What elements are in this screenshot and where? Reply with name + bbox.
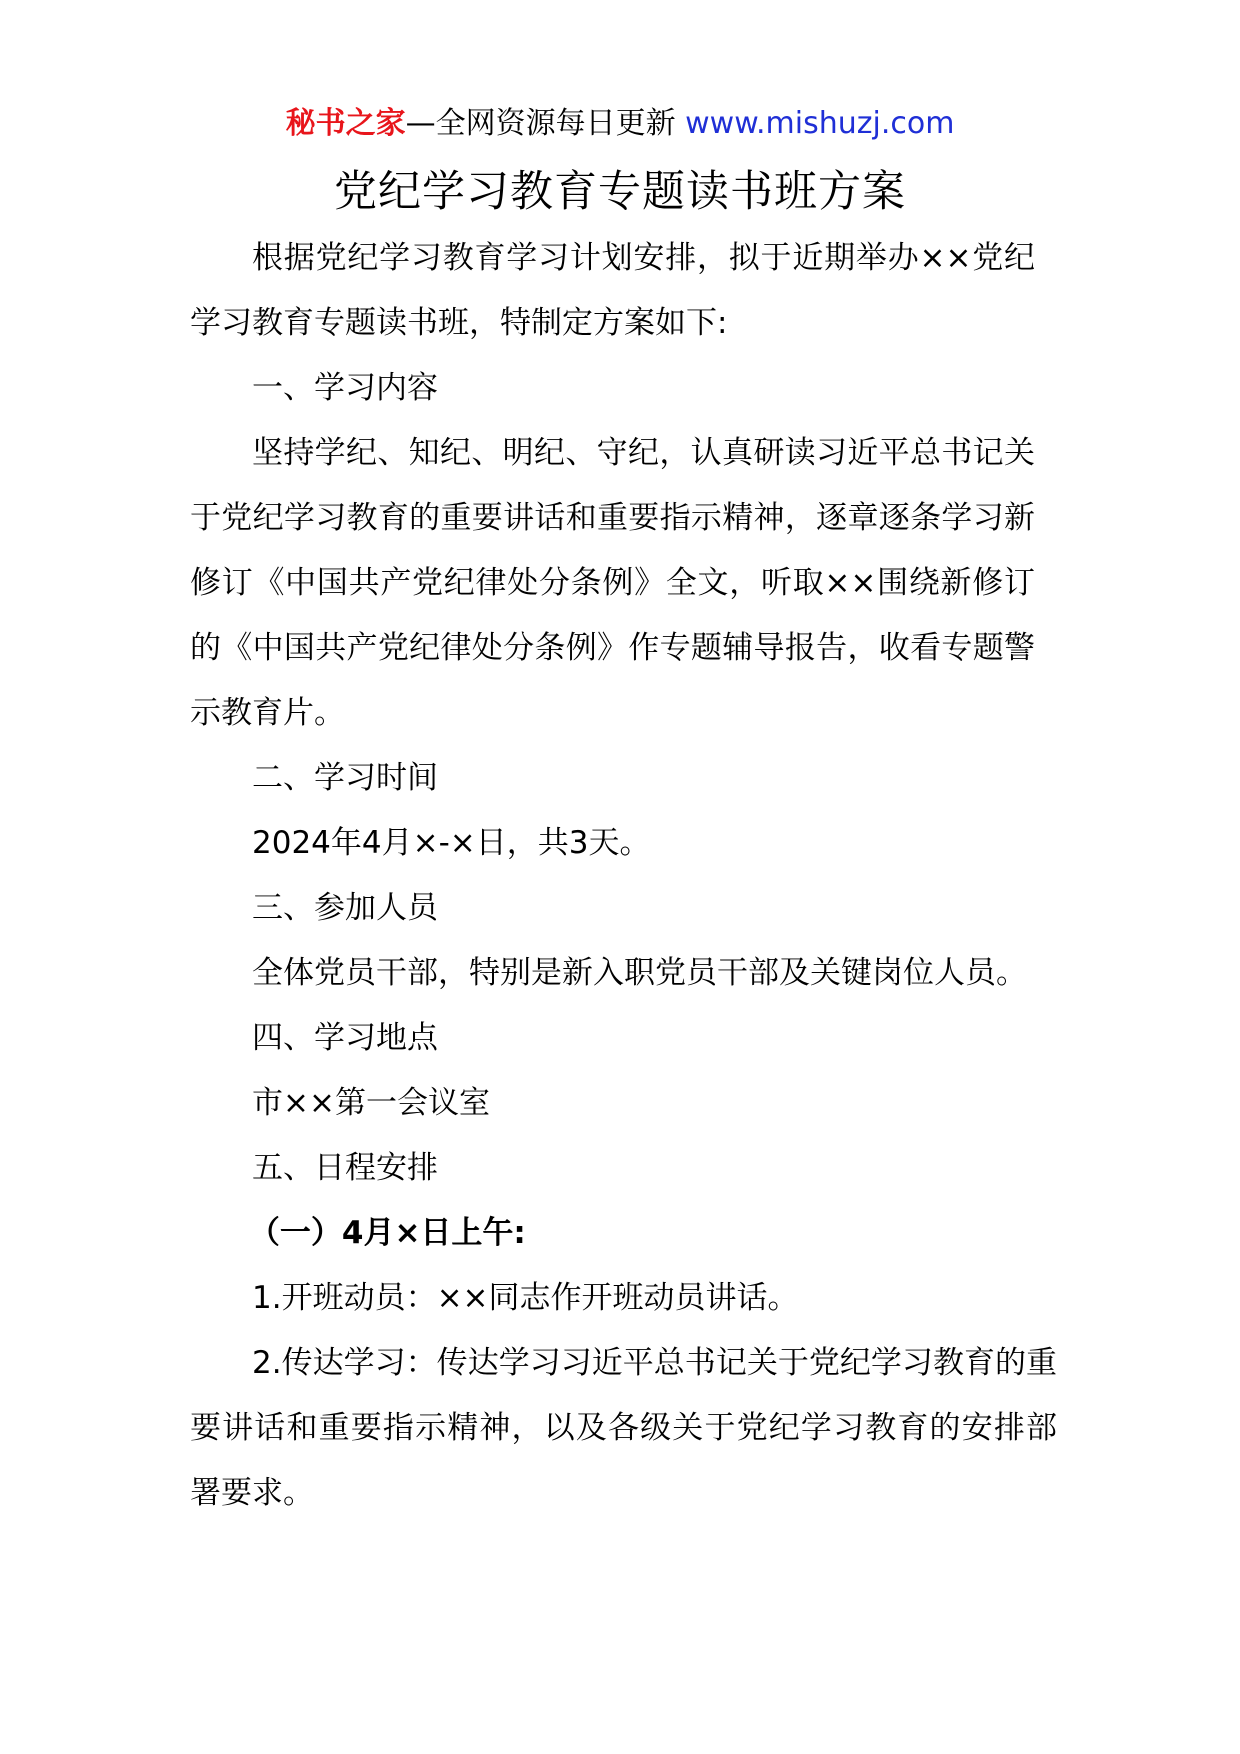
section-time-paragraph: 2024年4月×-×日，共3天。 <box>252 825 651 861</box>
section-heading-time: 二、学习时间 <box>252 760 438 796</box>
brand-name: 秘书之家 <box>285 106 406 141</box>
document-title: 党纪学习教育专题读书班方案 <box>334 167 906 217</box>
section-location-paragraph: 市××第一会议室 <box>252 1085 490 1121</box>
schedule-item-1: 1.开班动员：××同志作开班动员讲话。 <box>252 1280 799 1316</box>
schedule-item-2: 2.传达学习：传达学习习近平总书记关于党纪学习教育的重要讲话和重要指示精神，以及各级关于党纪学习教育的安排部署要求。 <box>190 1345 1057 1511</box>
document-body <box>190 226 1057 1526</box>
section-content-paragraph: 坚持学纪、知纪、明纪、守纪，认真研读习近平总书记关于党纪学习教育的重要讲话和重要指示精神，逐章逐条学习新修订《中国共产党纪律处分条例》全文，听取××围绕新修订的《中国共产党纪律处分条例》作专题辅导报告，收看专题警示教育片。 <box>190 435 1035 731</box>
section-participants-paragraph: 全体党员干部，特别是新入职党员干部及关键岗位人员。 <box>252 955 1027 991</box>
header-slogan: —全网资源每日更新 <box>405 106 676 141</box>
section-heading-schedule: 五、日程安排 <box>252 1150 438 1186</box>
section-heading-content: 一、学习内容 <box>252 370 438 406</box>
section-heading-participants: 三、参加人员 <box>252 890 438 926</box>
header-banner <box>0 100 1240 148</box>
intro-paragraph: 根据党纪学习教育学习计划安排，拟于近期举办××党纪学习教育专题读书班，特制定方案如下: <box>190 240 1035 341</box>
schedule-day1-heading: （一）4月×日上午: <box>248 1215 526 1251</box>
website-link[interactable]: www.mishuzj.com <box>685 106 955 141</box>
section-heading-location: 四、学习地点 <box>252 1020 438 1056</box>
